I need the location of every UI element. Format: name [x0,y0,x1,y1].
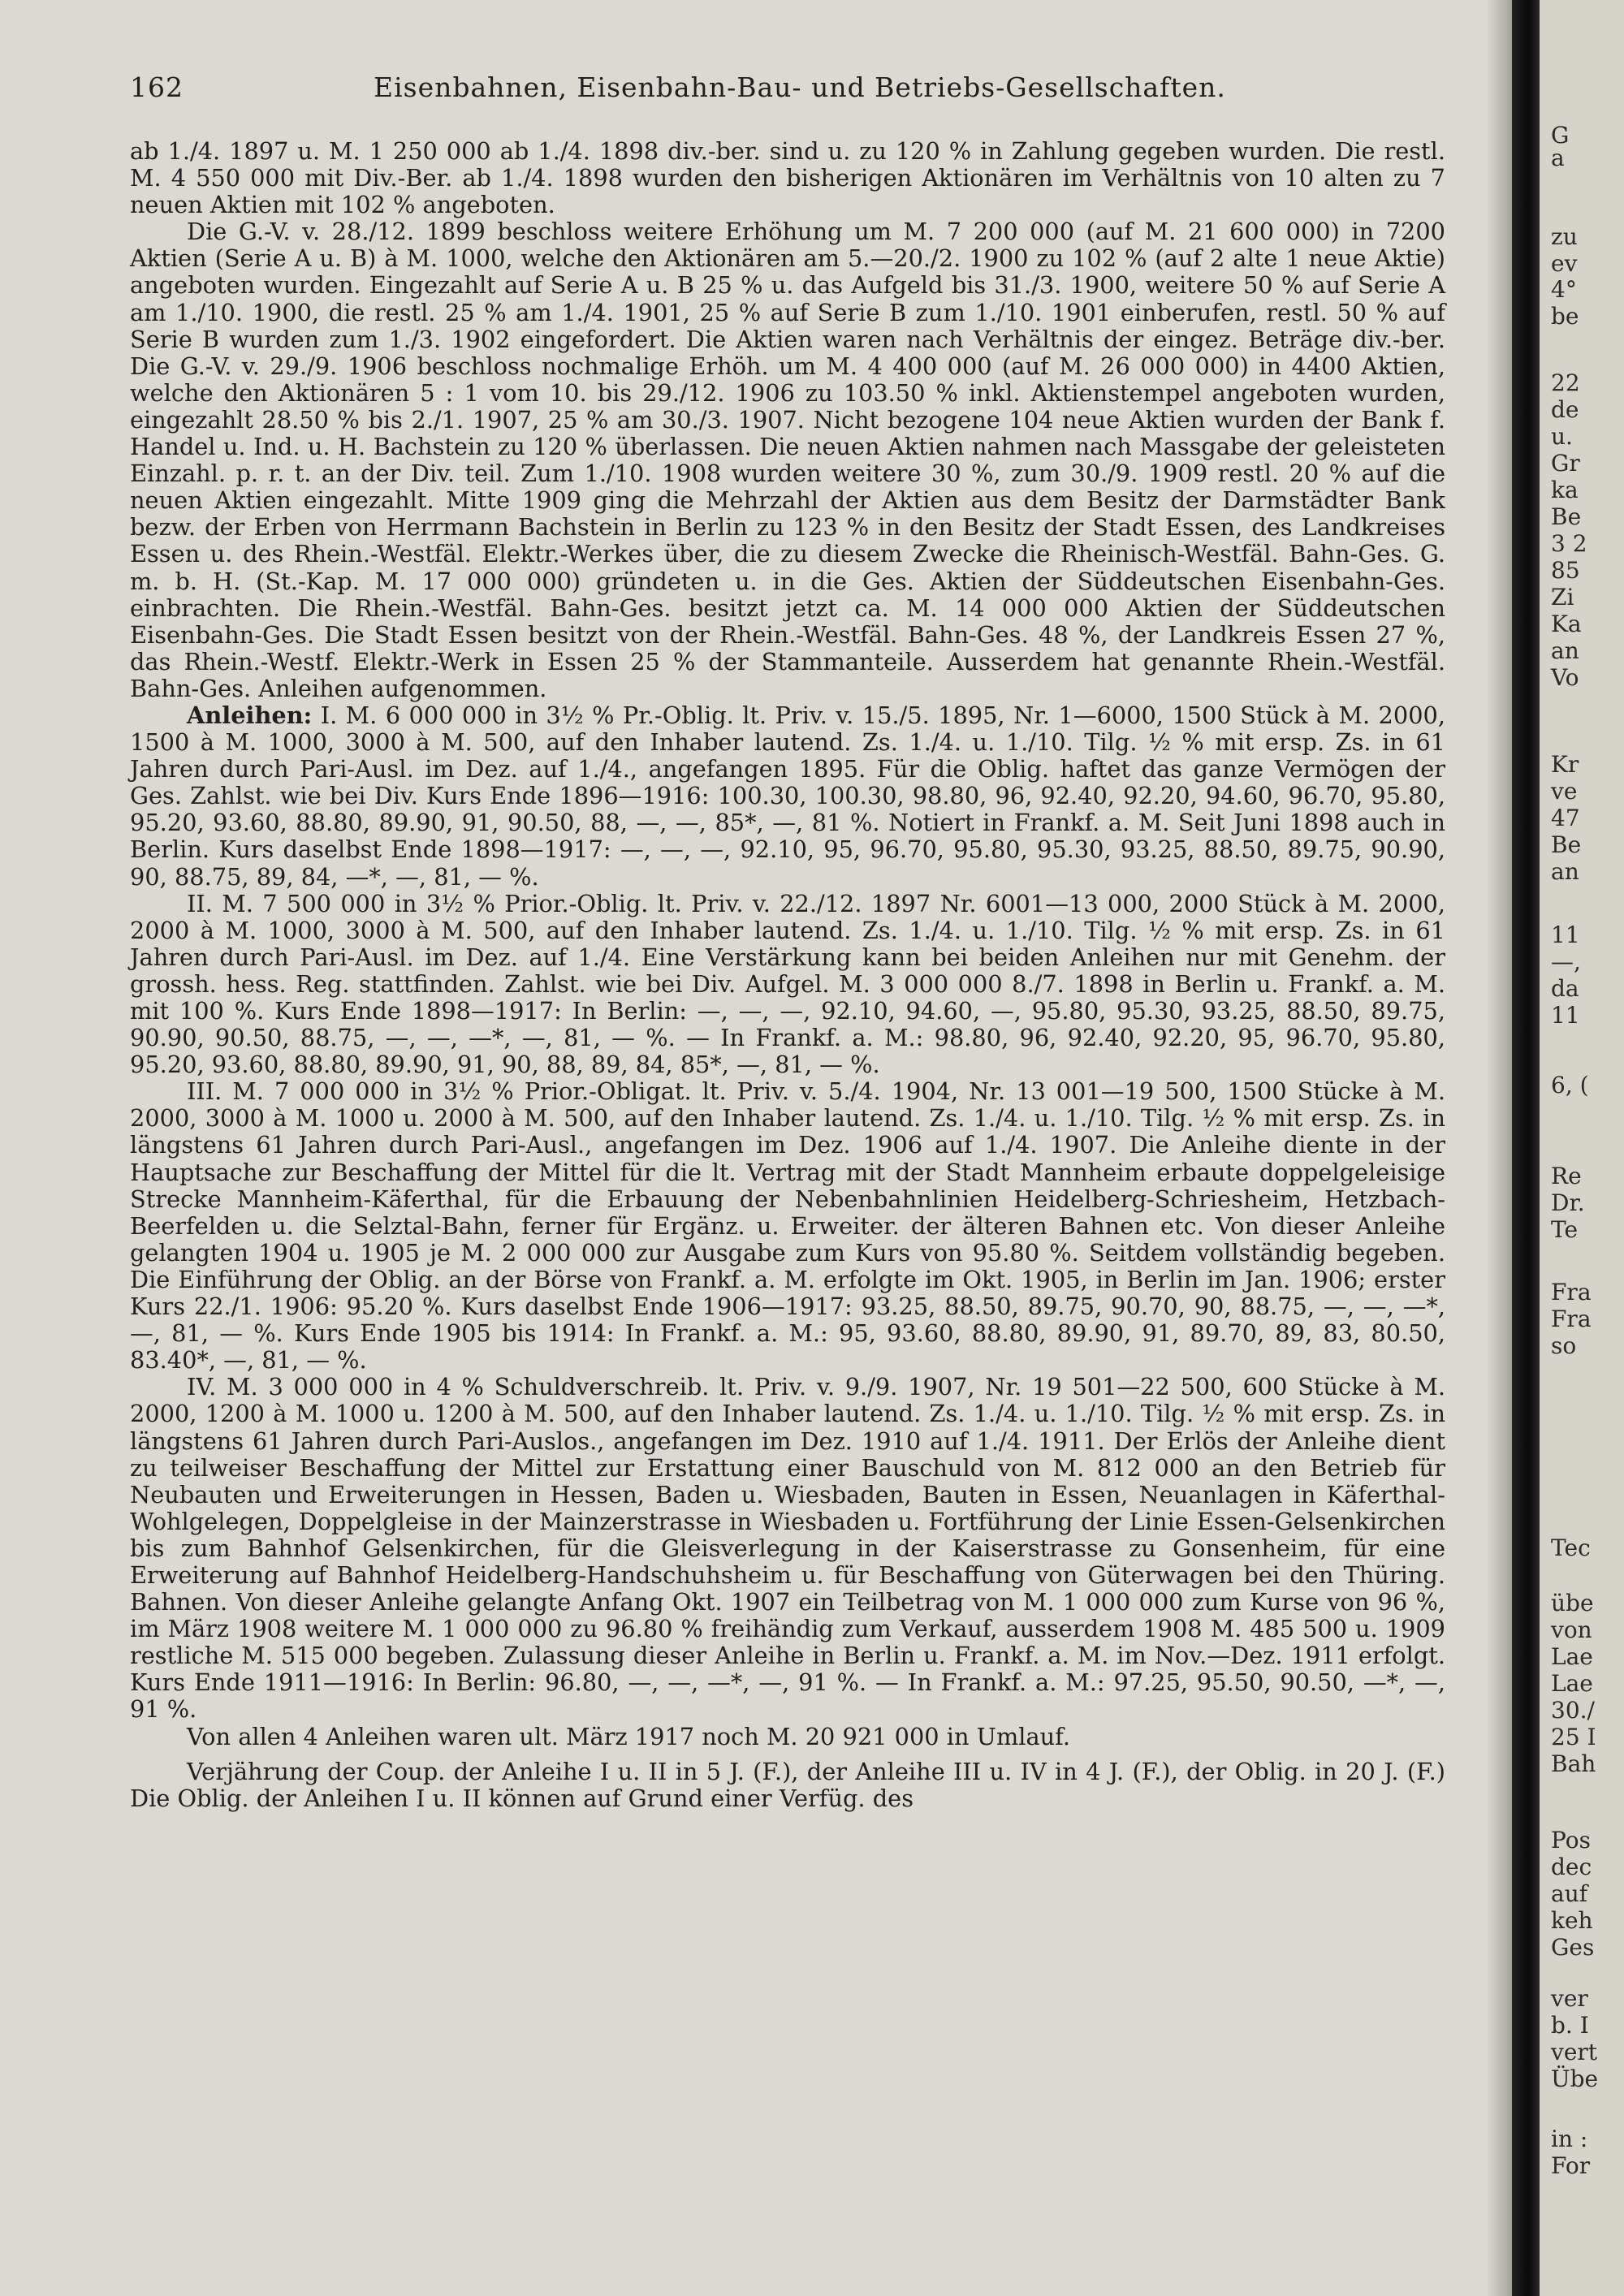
fragment: 6, ( [1551,1072,1589,1098]
fragment: Be [1551,831,1582,858]
fragment: Pos [1551,1827,1591,1854]
fragment: 47 [1551,805,1580,831]
fragment: Vo [1551,664,1579,691]
fragment: 30./ [1551,1697,1595,1724]
paragraph-anleihe-i [130,702,1445,891]
fragment: Ges [1551,1934,1595,1961]
fragment: Übe [1551,2065,1599,2092]
fragment: an [1551,637,1579,664]
fragment: keh [1551,1907,1593,1934]
fragment: ka [1551,477,1579,503]
fragment: ver [1551,1985,1588,2012]
adjacent-page-edge [1540,0,1624,2296]
fragment: Ka [1551,611,1582,637]
paragraph-anleihe-ii: II. M. 7 500 000 in 3½ % Prior.-Oblig. lt. Priv. v. 22./12. 1897 Nr. 6001—13 000, 2000 Stück à M. 2000, 2000 à M. 1000, 3000 à M. 500, auf den Inhaber lautend. Zs. 1./4. u. 1./10. Tilg. ½ % mit ersp. Zs. in 61 Jahren durch Pari-Ausl. im Dez. auf 1./4. Eine Verstärkung kann bei beiden Anleihen nur mit Genehm. der grossh. hess. Reg. stattfinden. Zahlst. wie bei Div. Aufgel. M. 3 000 000 8./7. 1898 in Berlin u. Frankf. a. M. mit 100 %. Kurs Ende 1898—1917: In Berlin: —, —, —, 92.10, 94.60, —, 95.80, 95.30, 93.25, 88.50, 89.75, 90.90, 90.50, 88.75, —, —, —*, —, 81, — %. — In Frankf. a. M.: 98.80, 96, 92.40, 92.20, 95, 96.70, 95.80, 95.20, 93.60, 88.80, 89.90, 91, 90, 88, 89, 84, 85*, —, 81, — %. [130,889,1445,1079]
fragment: Be [1551,503,1582,530]
fragment: Zi [1551,584,1574,611]
fragment: so [1551,1332,1577,1359]
fragment: 4° [1551,276,1577,303]
fragment: zu [1551,223,1578,250]
fragment: in : [1551,2126,1588,2152]
paragraph-umlauf: Von allen 4 Anleihen waren ult. März 1917 noch M. 20 921 000 in Umlauf. [187,1722,1070,1750]
page-number: 162 [130,71,184,103]
fragment: —, [1551,948,1581,975]
fragment: 25 I [1551,1724,1596,1750]
fragment: vert [1551,2039,1598,2065]
fragment: 11 [1551,1002,1580,1029]
fragment: be [1551,303,1579,330]
fragment: Dr. [1551,1189,1585,1216]
fragment: Te [1551,1216,1579,1243]
fragment: da [1551,975,1579,1002]
fragment: Lae [1551,1643,1593,1670]
fragment: Fra [1551,1306,1592,1332]
paragraph-anleihe-iv: IV. M. 3 000 000 in 4 % Schuldverschreib. lt. Priv. v. 9./9. 1907, Nr. 19 501—22 500, 600 Stücke à M. 2000, 1200 à M. 1000 u. 1200 à M. 500, auf den Inhaber lautend. Zs. 1./4. u. 1./10. Tilg. ½ % mit ersp. Zs. in längstens 61 Jahren durch Pari-Auslos., angefangen im Dez. 1910 auf 1./4. 1911. Der Erlös der Anleihe dient zu teilweiser Beschaffung der Mittel zur Erstattung einer Bauschuld von M. 812 000 an den Betrieb für Neubauten und Erweiterungen in Hessen, Baden u. Wiesbaden, Bauten in Essen, Neuanlagen in Käferthal-Wohlgelegen, Doppelgleise in der Mainzerstrasse in Wiesbaden u. Fortführung der Linie Essen-Gelsenkirchen bis zum Bahnhof Gelsenkirchen, für die Gleisverlegung in der Kaiserstrasse zu Gonsenheim, für eine Erweiterung auf Bahnhof Heidelberg-Handschuhsheim u. für Beschaffung von Güterwagen bei den Thüring. Bahnen. Von dieser Anleihe gelangte Anfang Okt. 1907 ein Teilbetrag von M. 1 000 000 zum Kurse von 96 %, im März 1908 weitere M. 1 000 000 zu 96.80 % freihändig zum Verkauf, ausserdem 1908 M. 485 500 u. 1909 restliche M. 515 000 begeben. Zulassung dieser Anleihe in Berlin u. Frankf. a. M. im Nov.—Dez. 1911 erfolgt. Kurs Ende 1911—1916: In Berlin: 96.80, —, —, —*, —, 91 %. — In Frankf. a. M.: 97.25, 95.50, 90.50, —*, —, 91 %. [130,1373,1445,1724]
fragment: Tec [1551,1534,1591,1561]
paragraph-capital-1897: ab 1./4. 1897 u. M. 1 250 000 ab 1./4. 1898 div.-ber. sind u. zu 120 % in Zahlung gegeben wurden. Die restl. M. 4 550 000 mit Div.-Ber. ab 1./4. 1898 wurden den bisherigen Aktionären im Verhältnis von 10 alten zu 7 neuen Aktien mit 102 % angeboten. [130,137,1445,219]
fragment: G [1551,122,1570,149]
fragment: an [1551,858,1579,885]
fragment: Kr [1551,751,1579,778]
fragment: Lae [1551,1670,1593,1697]
fragment: auf [1551,1880,1588,1907]
anleihen-label: Anleihen: [187,701,313,729]
fragment: Bah [1551,1750,1596,1777]
fragment: übe [1551,1590,1594,1616]
fragment: 11 [1551,921,1580,948]
page-header [130,71,1510,120]
fragment: Fra [1551,1279,1592,1306]
fragment: b. I [1551,2012,1589,2039]
fragment: 85 [1551,557,1580,584]
fragment: u. [1551,423,1573,450]
fragment: von [1551,1616,1592,1643]
fragment: a [1551,145,1565,171]
fragment: For [1551,2152,1591,2179]
fragment: de [1551,396,1579,423]
running-title: Eisenbahnen, Eisenbahn-Bau- und Betriebs-Gesellschaften. [374,71,1226,103]
fragment: Gr [1551,450,1580,477]
binding-shadow [1486,0,1512,2296]
fragment: ve [1551,778,1578,805]
book-spine [1512,0,1540,2296]
fragment: 3 2 [1551,530,1587,557]
fragment: ev [1551,250,1578,277]
paragraph-anleihe-iii: III. M. 7 000 000 in 3½ % Prior.-Obligat. lt. Priv. v. 5./4. 1904, Nr. 13 001—19 500, 1500 Stücke à M. 2000, 3000 à M. 1000 u. 2000 à M. 500, auf den Inhaber lautend. Zs. 1./4. u. 1./10. Tilg. ½ % mit ersp. Zs. in längstens 61 Jahren durch Pari-Ausl., angefangen im Dez. 1906 auf 1./4. 1907. Die Anleihe diente in der Hauptsache zur Beschaffung der Mittel für die lt. Vertrag mit der Stadt Mannheim erbaute doppelgeleisige Strecke Mannheim-Käferthal, für die Erbauung der Nebenbahnlinien Heidelberg-Schriesheim, Hetzbach-Beerfelden u. die Selztal-Bahn, ferner für Ergänz. u. Erweiter. der älteren Bahnen etc. Von dieser Anleihe gelangten 1904 u. 1905 je M. 2 000 000 zur Ausgabe zum Kurs von 95.80 %. Seitdem vollständig begeben. Die Einführung der Oblig. an der Börse von Frankf. a. M. erfolgte im Okt. 1905, in Berlin im Jan. 1906; erster Kurs 22./1. 1906: 95.20 %. Kurs daselbst Ende 1906—1917: 93.25, 88.50, 89.75, 90.70, 90, 88.75, —, —, —*, —, 81, — %. Kurs Ende 1905 bis 1914: In Frankf. a. M.: 95, 93.60, 88.80, 89.90, 91, 89.70, 89, 83, 80.50, 83.40*, —, 81, — %. [130,1077,1445,1375]
fragment: 22 [1551,369,1580,396]
anleihe-i-text: I. M. 6 000 000 in 3½ % Pr.-Oblig. lt. Priv. v. 15./5. 1895, Nr. 1—6000, 1500 Stück à M. 2000, 1500 à M. 1000, 3000 à M. 500, auf den Inhaber lautend. Zs. 1./4. u. 1./10. Tilg. ½ % mit ersp. Zs. in 61 Jahren durch Pari-Ausl. im Dez. auf 1./4., angefangen 1895. Für die Oblig. haftet das ganze Vermögen der Ges. Zahlst. wie bei Div. Kurs Ende 1896—1916: 100.30, 100.30, 98.80, 96, 92.40, 92.20, 94.60, 96.70, 95.80, 95.20, 93.60, 88.80, 89.90, 91, 90.50, 88, —, —, 85*, —, 81 %. Notiert in Frankf. a. M. Seit Juni 1898 auch in Berlin. Kurs daselbst Ende 1898—1917: —, —, —, 92.10, 95, 96.70, 95.80, 95.30, 93.25, 88.50, 89.75, 90.90, 90, 88.75, 89, 84, —*, —, 81, — %. [130,701,1445,891]
paragraph-verjaehrung: Verjährung der Coup. der Anleihe I u. II in 5 J. (F.), der Anleihe III u. IV in 4 J. (F.), der Oblig. in 20 J. (F.) Die Oblig. der Anleihen I u. II können auf Grund einer Verfüg. des [130,1757,1445,1812]
fragment: Re [1551,1163,1582,1189]
paragraph-capital-increase: Die G.-V. v. 28./12. 1899 beschloss weitere Erhöhung um M. 7 200 000 (auf M. 21 600 000) in 7200 Aktien (Serie A u. B) à M. 1000, welche den Aktionären am 5.—20./2. 1900 zu 102 % (auf 2 alte 1 neue Aktie) angeboten wurden. Eingezahlt auf Serie A u. B 25 % u. das Aufgeld bis 31./3. 1900, weitere 50 % auf Serie A am 1./10. 1900, die restl. 25 % am 1./4. 1901, 25 % auf Serie B zum 1./10. 1901 einberufen, restl. 50 % auf Serie B wurden zum 1./3. 1902 eingefordert. Die Aktien waren nach Verhältnis der eingez. Beträge div.-ber. Die G.-V. v. 29./9. 1906 beschloss nochmalige Erhöh. um M. 4 400 000 (auf M. 26 000 000) in 4400 Aktien, welche den Aktionären 5 : 1 vom 10. bis 29./12. 1906 zu 103.50 % inkl. Aktienstempel angeboten wurden, eingezahlt 28.50 % bis 2./1. 1907, 25 % am 30./3. 1907. Nicht bezogene 104 neue Aktien wurden der Bank f. Handel u. Ind. u. H. Bachstein zu 120 % überlassen. Die neuen Aktien nahmen nach Massgabe der geleisteten Einzahl. p. r. t. an der Div. teil. Zum 1./10. 1908 wurden weitere 30 %, zum 30./9. 1909 restl. 20 % auf die neuen Aktien eingezahlt. Mitte 1909 ging die Mehrzahl der Aktien aus dem Besitz der Darmstädter Bank bezw. der Erben von Herrmann Bachstein in Berlin zu 123 % in den Besitz der Stadt Essen, des Landkreises Essen u. des Rhein.-Westfäl. Elektr.-Werkes über, die zu diesem Zwecke die Rheinisch-Westfäl. Bahn-Ges. G. m. b. H. (St.-Kap. M. 17 000 000) gründeten u. in die Ges. Aktien der Süddeutschen Eisenbahn-Ges. einbrachten. Die Rhein.-Westfäl. Bahn-Ges. besitzt jetzt ca. M. 14 000 000 Aktien der Süddeutschen Eisenbahn-Ges. Die Stadt Essen besitzt von der Rhein.-Westfäl. Bahn-Ges. 48 %, der Landkreis Essen 27 %, das Rhein.-Westf. Elektr.-Werk in Essen 25 % der Stammanteile. Ausserdem hat genannte Rhein.-Westfäl. Bahn-Ges. Anleihen aufgenommen. [130,218,1445,702]
body-text [130,138,1445,1812]
fragment: dec [1551,1854,1592,1880]
